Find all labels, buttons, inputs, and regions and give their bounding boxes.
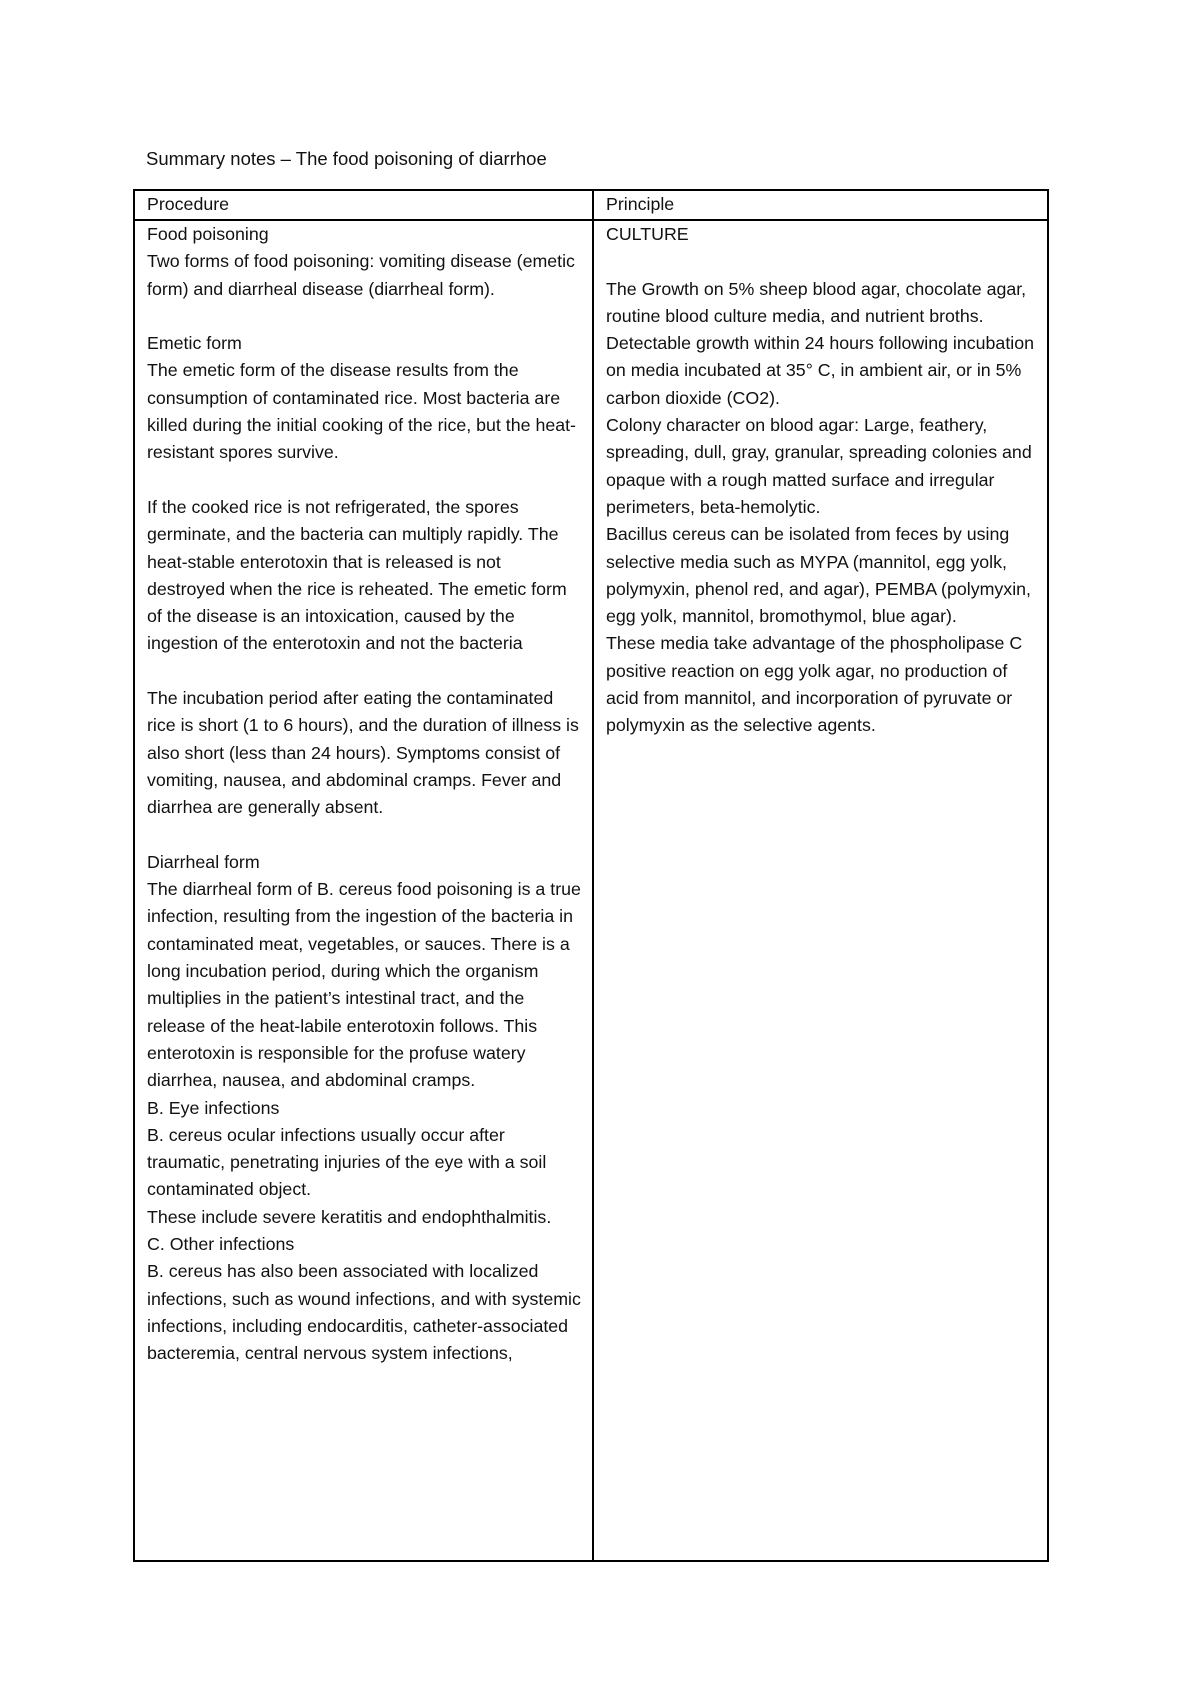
culture-growth-media: The Growth on 5% sheep blood agar, chocolate agar, routine blood culture media, and nutrient broths.: [606, 278, 1027, 326]
diarrheal-form-paragraph: The diarrheal form of B. cereus food poisoning is a true infection, resulting from the ingestion of the bacteria in contaminated meat, vegetables, or sauces. There is a long incubation period, during which the organism multiplies in the patient’s intestinal tract, and the release of the heat-labile enterotoxin follows. This enterotoxin is responsible for the profuse watery diarrhea, nausea, and abdominal cramps.: [147, 879, 581, 1091]
culture-media-advantage: These media take advantage of the phospholipase C positive reaction on egg yolk agar, no production of acid from mannitol, and incorporation of pyruvate or polymyxin as the selective agents.: [606, 633, 1023, 736]
procedure-cell: [135, 221, 594, 1560]
emetic-form-paragraph-2: If the cooked rice is not refrigerated, the spores germinate, and the bacteria can multiply rapidly. The heat-stable enterotoxin that is released is not destroyed when the rice is reheated. The emetic form of the disease is an intoxication, caused by the ingestion of the enterotoxin and not the bacteria: [147, 496, 567, 654]
other-infections-heading: C. Other infections: [147, 1233, 295, 1254]
spacer: [606, 248, 1037, 275]
other-infections-paragraph: B. cereus has also been associated with localized infections, such as wound infections, and with systemic infections, including endocarditis, catheter-associated bacteremia, central nervous system infections,: [147, 1261, 581, 1364]
emetic-form-paragraph-3: The incubation period after eating the contaminated rice is short (1 to 6 hours), and the duration of illness is also short (less than 24 hours). Symptoms consist of vomiting, nausea, and abdominal cramps. Fever and diarrhea are generally absent.: [147, 688, 579, 818]
header-principle: Principle: [594, 191, 1047, 221]
culture-selective-media: Bacillus cereus can be isolated from feces by using selective media such as MYPA (mannitol, egg yolk, polymyxin, phenol red, and agar), PEMBA (polymyxin, egg yolk, mannitol, bromothymol, blue agar).: [606, 524, 1031, 627]
principle-cell: [594, 221, 1047, 1560]
header-procedure: Procedure: [135, 191, 594, 221]
eye-infections-paragraph-1: B. cereus ocular infections usually occur after traumatic, penetrating injuries of the eye with a soil contaminated object.: [147, 1124, 547, 1200]
culture-detectable-growth: Detectable growth within 24 hours following incubation on media incubated at 35° C, in ambient air, or in 5% carbon dioxide (CO2).: [606, 333, 1034, 408]
food-poisoning-intro: Two forms of food poisoning: vomiting disease (emetic form) and diarrheal disease (diarrheal form).: [147, 251, 575, 299]
diarrheal-form-heading: Diarrheal form: [147, 851, 260, 872]
spacer: [147, 822, 582, 849]
food-poisoning-heading: Food poisoning: [147, 224, 269, 244]
eye-infections-heading: B. Eye infections: [147, 1097, 280, 1118]
spacer: [147, 467, 582, 494]
culture-heading: CULTURE: [606, 224, 689, 244]
emetic-form-paragraph-1: The emetic form of the disease results from the consumption of contaminated rice. Most bacteria are killed during the initial cooking of the rice, but the heat-resistant spores survive.: [147, 360, 576, 463]
notes-table: [133, 189, 1049, 1562]
spacer: [147, 658, 582, 685]
eye-infections-paragraph-2: These include severe keratitis and endophthalmitis.: [147, 1206, 552, 1227]
culture-colony-character: Colony character on blood agar: Large, feathery, spreading, dull, gray, granular, spreading colonies and opaque with a rough matted surface and irregular perimeters, beta-hemolytic.: [606, 415, 1032, 517]
document-title: Summary notes – The food poisoning of diarrhoe: [146, 148, 547, 169]
spacer: [147, 303, 582, 330]
emetic-form-heading: Emetic form: [147, 333, 242, 354]
